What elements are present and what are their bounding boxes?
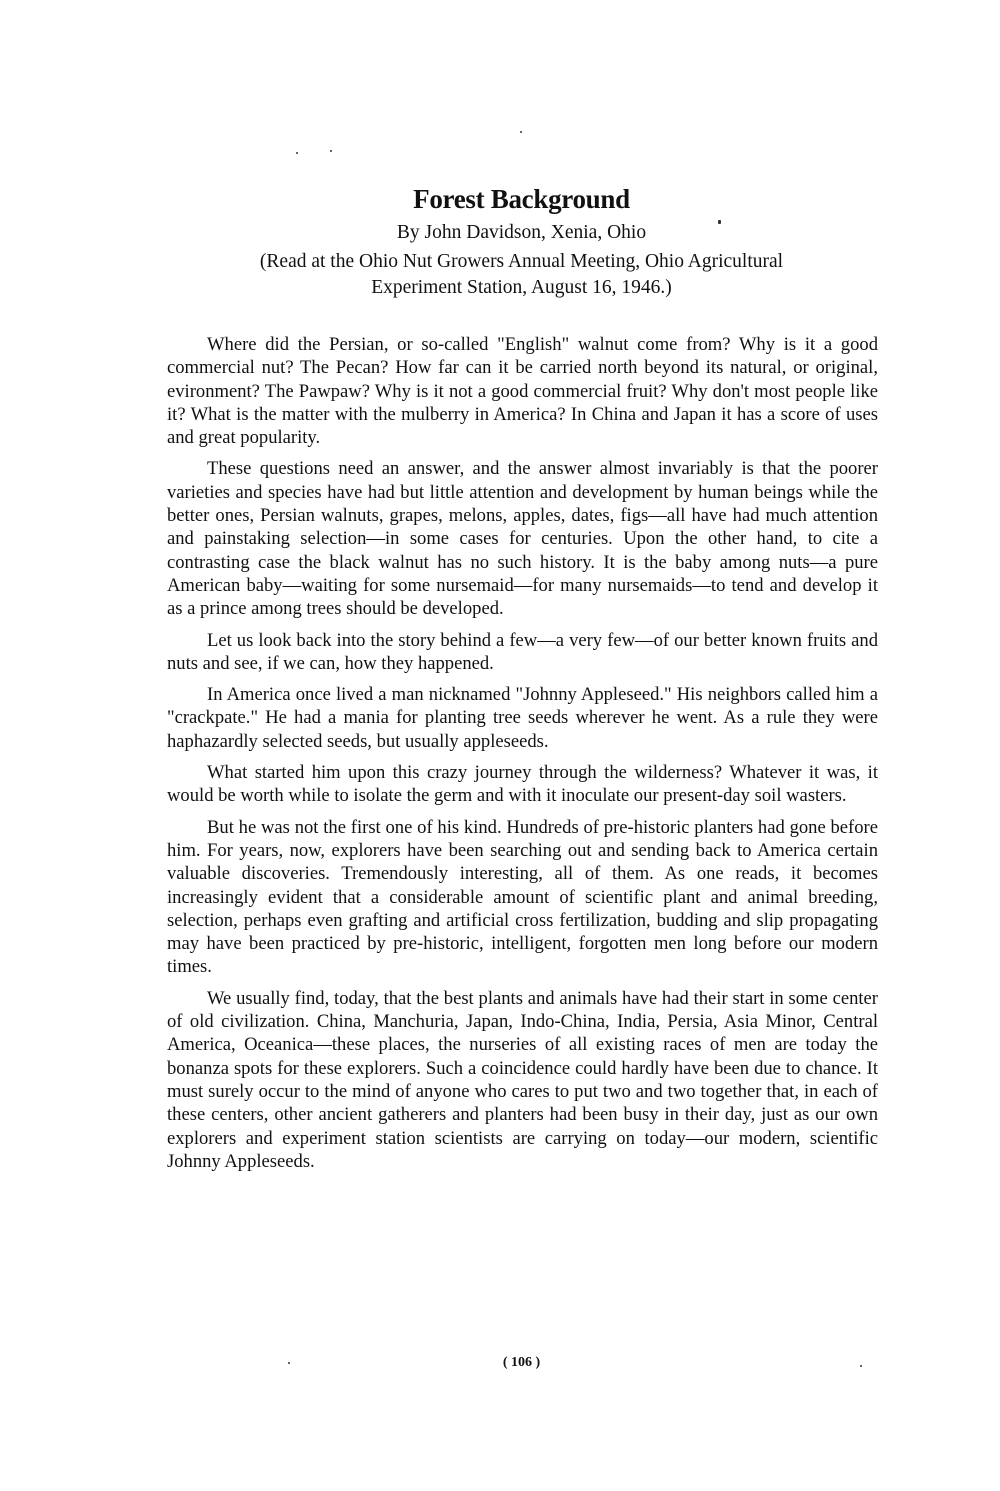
article-byline: By John Davidson, Xenia, Ohio xyxy=(396,222,647,243)
paragraph: Let us look back into the story behind a few—a very few—of our better known fruits and nuts and see, if we can, how they happened. xyxy=(167,629,878,674)
article-note xyxy=(0,249,1000,301)
scan-speck xyxy=(520,131,522,133)
article-title: Forest Background xyxy=(413,184,630,215)
page-number: ( 106 ) xyxy=(502,1355,541,1370)
scan-speck xyxy=(296,152,298,154)
paragraph: But he was not the first one of his kind. Hundreds of pre-historic planters had gone before him. For years, now, explorers have been searching out and sending back to America certain valuable discoveries. Tremendously interesting, all of them. As one reads, it becomes increasingly evident that a considerable amount of scientific plant and animal breeding, selection, perhaps even grafting and artificial cross fertilization, budding and slip propagating may have been practiced by pre-historic, intelligent, forgotten men long before our modern times. xyxy=(167,816,878,978)
paragraph: These questions need an answer, and the answer almost invariably is that the poorer varieties and species have had but little attention and development by human beings while the better ones, Persian walnuts, grapes, melons, apples, dates, figs—all have had much attention and painstaking selection—in some cases for centuries. Upon the other hand, to cite a contrasting case the black walnut has no such history. It is the baby among nuts—a pure American baby—waiting for some nursemaid—for many nursemaids—to tend and develop it as a prince among trees should be developed. xyxy=(167,458,878,620)
article-note-line: (Read at the Ohio Nut Growers Annual Meeting, Ohio Agricultural xyxy=(259,251,784,272)
paragraph: What started him upon this crazy journey through the wilderness? Whatever it was, it would be worth while to isolate the germ and with it inoculate our present-day soil wasters. xyxy=(167,762,878,807)
paragraph: We usually find, today, that the best plants and animals have had their start in some center of old civilization. China, Manchuria, Japan, Indo-China, India, Persia, Asia Minor, Central America, Oceanica—these places, the nurseries of all existing races of men are today the bonanza spots for these explorers. Such a coincidence could hardly have been due to chance. It must surely occur to the mind of anyone who cares to put two and two together that, in each of these centers, other ancient gatherers and planters had been busy in their day, just as our own explorers and experiment station scientists are carrying on today—our modern, scientific Johnny Appleseeds. xyxy=(167,987,878,1172)
scan-speck xyxy=(330,150,332,152)
paragraph: In America once lived a man nicknamed "Johnny Appleseed." His neighbors called him a "crackpate." He had a mania for planting tree seeds wherever he went. As a rule they were haphazardly selected seeds, but usually appleseeds. xyxy=(167,684,878,752)
article-body xyxy=(167,333,878,1181)
article-note-line: Experiment Station, August 16, 1946.) xyxy=(371,277,672,298)
paragraph: Where did the Persian, or so-called "English" walnut come from? Why is it a good commercial nut? The Pecan? How far can it be carried north beyond its natural, or original, evironment? The Pawpaw? Why is it not a good commercial fruit? Why don't most people like it? What is the matter with the mulberry in America? In China and Japan it has a score of uses and great popularity. xyxy=(167,334,878,449)
